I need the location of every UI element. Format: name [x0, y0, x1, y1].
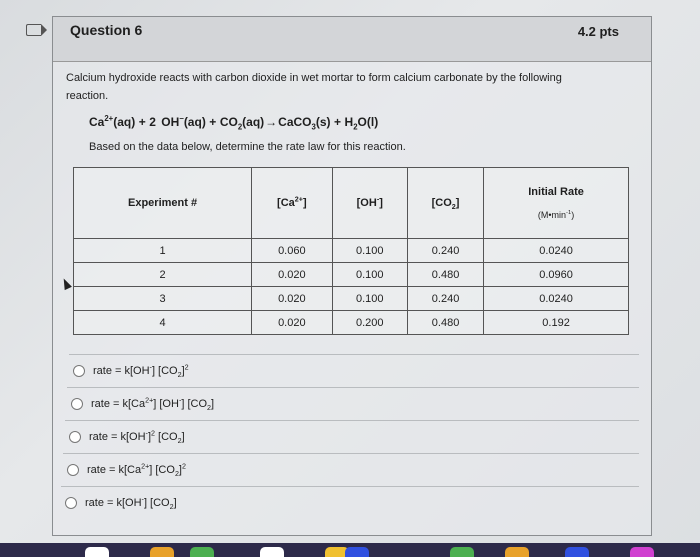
operator-symbol: + [138, 115, 146, 129]
app-icon[interactable] [450, 547, 474, 557]
question-points: 4.2 pts [577, 24, 619, 39]
superscript: 2+ [104, 114, 114, 123]
superscript: 2 [151, 429, 155, 438]
column-header [74, 168, 252, 239]
answer-option[interactable] [63, 453, 639, 486]
operator-symbol: + [334, 115, 342, 129]
text-segment: 2 OH [149, 115, 180, 129]
superscript: − [179, 114, 184, 123]
table-cell: 0.100 [332, 287, 407, 311]
subscript: 2 [169, 503, 174, 512]
rate-unit [485, 210, 627, 220]
app-icon[interactable] [85, 547, 109, 557]
superscript: -1 [566, 210, 572, 216]
table-cell: 0.0960 [484, 263, 629, 287]
text-segment: ] [178, 464, 182, 476]
taskbar-dock [0, 543, 700, 557]
text-segment: ] [181, 365, 185, 377]
app-icon[interactable] [150, 547, 174, 557]
option-label[interactable] [85, 495, 177, 512]
table-cell: 0.100 [332, 239, 407, 263]
operator-symbol: → [265, 115, 278, 129]
table-cell: 0.0240 [484, 287, 629, 311]
subscript: 2 [451, 203, 456, 212]
text-segment: rate = k[OH [89, 431, 146, 443]
radio-button[interactable] [71, 398, 83, 410]
text-segment: ) [571, 210, 575, 220]
table-cell: 3 [74, 287, 252, 311]
answer-option[interactable] [61, 486, 639, 519]
reaction-equation [89, 114, 379, 132]
text-segment: rate = k[OH [85, 497, 142, 509]
table-cell: 0.020 [252, 287, 332, 311]
app-icon[interactable] [190, 547, 214, 557]
text-segment: ] [CO [181, 398, 207, 410]
text-segment: ] [302, 197, 307, 209]
radio-button[interactable] [73, 365, 85, 377]
question-prompt: Calcium hydroxide reacts with carbon dioxide in wet mortar to form calcium carbonate by the following reaction. [66, 72, 562, 102]
text-segment: (aq) [242, 115, 265, 129]
superscript: 2 [181, 462, 186, 471]
column-header [484, 168, 629, 239]
text-segment: Experiment # [128, 197, 198, 209]
question-header [53, 17, 651, 62]
table-cell: 0.480 [407, 311, 483, 335]
superscript: 2 [184, 363, 189, 372]
table-row [74, 239, 629, 263]
answer-option[interactable] [69, 354, 639, 387]
option-label[interactable] [89, 429, 185, 446]
subscript: 2 [177, 437, 182, 446]
text-segment: (aq) [113, 115, 136, 129]
text-segment: rate = k[Ca [87, 464, 142, 476]
answer-options [53, 354, 651, 519]
column-header [252, 168, 332, 239]
text-segment: ] [181, 431, 185, 443]
text-segment: [CO [154, 431, 178, 443]
superscript: - [141, 495, 144, 504]
text-segment: O(l) [357, 115, 379, 129]
table-row [74, 287, 629, 311]
text-segment: ] [CO [143, 497, 170, 509]
subscript: 2 [353, 122, 358, 132]
operator-symbol: + [209, 115, 217, 129]
text-segment: CO [219, 115, 238, 129]
superscript: - [376, 195, 380, 204]
column-header [407, 168, 483, 239]
option-label[interactable] [93, 363, 189, 380]
text-segment: ] [CO [149, 464, 175, 476]
superscript: 2+ [294, 195, 303, 204]
text-segment: ] [CO [151, 365, 178, 377]
text-segment: rate = k[Ca [91, 398, 146, 410]
text-segment: CaCO [278, 115, 312, 129]
subscript: 2 [177, 371, 182, 380]
question-title: Question 6 [70, 22, 143, 38]
table-cell: 2 [74, 263, 252, 287]
text-segment: ] [173, 497, 177, 509]
table-cell: 0.240 [407, 239, 483, 263]
text-segment: ] [379, 197, 383, 209]
table-cell: 0.0240 [484, 239, 629, 263]
option-label[interactable] [87, 462, 186, 479]
radio-button[interactable] [69, 431, 81, 443]
text-segment: Initial Rate [528, 186, 584, 198]
app-icon[interactable] [630, 547, 654, 557]
text-segment: Ca [89, 115, 105, 129]
superscript: 2+ [145, 396, 154, 405]
superscript: - [149, 363, 152, 372]
app-icon[interactable] [260, 547, 284, 557]
table-row [74, 311, 629, 335]
text-segment: ] [455, 197, 460, 209]
text-segment: [CO [431, 197, 452, 209]
text-segment: [OH [356, 197, 377, 209]
superscript: 2+ [141, 462, 150, 471]
table-cell: 4 [74, 311, 252, 335]
radio-button[interactable] [67, 464, 79, 476]
text-segment: ] [OH [153, 398, 179, 410]
text-segment: ] [210, 398, 215, 410]
text-segment: ] [147, 431, 151, 443]
subscript: 2 [174, 470, 179, 479]
app-icon[interactable] [505, 547, 529, 557]
option-label[interactable] [91, 396, 215, 413]
text-segment: [Ca [277, 197, 295, 209]
subscript: 2 [237, 122, 243, 132]
bookmark-flag-icon[interactable] [26, 24, 41, 36]
table-header-row [74, 168, 629, 239]
column-header [332, 168, 407, 239]
table-cell: 0.060 [252, 239, 332, 263]
text-segment: (aq) [183, 115, 206, 129]
text-segment: H [344, 115, 354, 129]
data-table [73, 167, 629, 335]
table-cell: 0.020 [252, 311, 332, 335]
table-cell: 0.192 [484, 311, 629, 335]
answer-option[interactable] [67, 387, 639, 420]
table-cell: 0.020 [252, 263, 332, 287]
superscript: - [145, 429, 148, 438]
question-card [52, 16, 652, 536]
table-cell: 0.200 [332, 311, 407, 335]
superscript: - [178, 396, 182, 405]
radio-button[interactable] [65, 497, 77, 509]
app-icon[interactable] [565, 547, 589, 557]
table-cell: 1 [74, 239, 252, 263]
table-cell: 0.240 [407, 287, 483, 311]
answer-option[interactable] [65, 420, 639, 453]
subscript: 2 [207, 404, 211, 413]
text-segment: (M•min [537, 210, 567, 220]
table-row [74, 263, 629, 287]
subscript: 3 [311, 122, 316, 132]
question-instruction: Based on the data below, determine the rate law for this reaction. [89, 141, 406, 153]
text-segment: (s) [315, 115, 331, 129]
table-cell: 0.100 [332, 263, 407, 287]
app-icon[interactable] [345, 547, 369, 557]
text-segment: rate = k[OH [93, 365, 150, 377]
table-cell: 0.480 [407, 263, 483, 287]
